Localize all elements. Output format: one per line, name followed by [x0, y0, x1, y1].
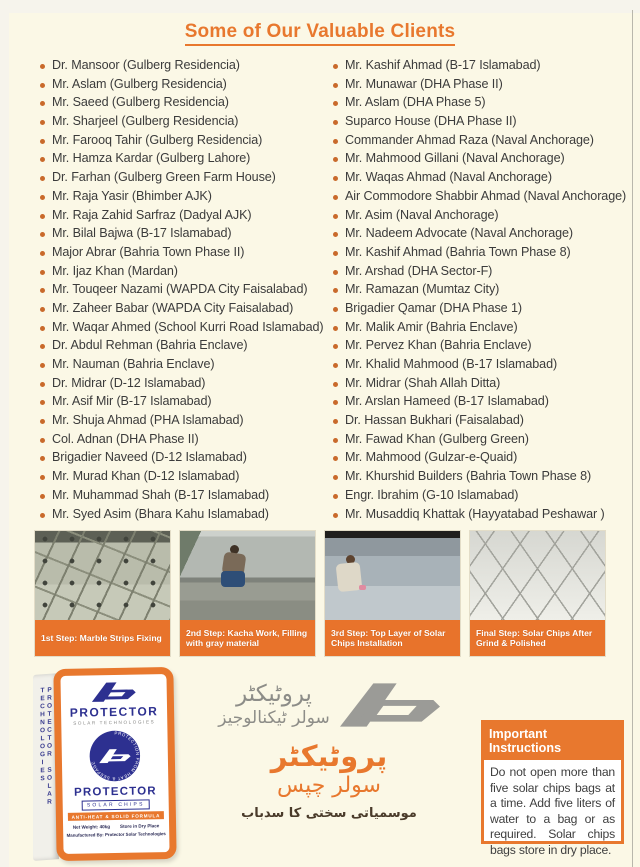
bag-brand-subtitle: SOLAR TECHNOLOGIES: [73, 719, 156, 726]
bag-manufacturer: Manufactured By: Protector Solar Technologies: [66, 831, 166, 839]
bullet-icon: [333, 101, 338, 106]
client-name: Suparco House (DHA Phase II): [345, 114, 517, 129]
bullet-icon: [333, 438, 338, 443]
client-name: Mr. Asif Mir (B-17 Islamabad): [52, 394, 212, 409]
bullet-icon: [333, 513, 338, 518]
client-name: Mr. Nauman (Bahria Enclave): [52, 357, 215, 371]
client-name: Mr. Ijaz Khan (Mardan): [52, 263, 178, 278]
client-name: Mr. Malik Amir (Bahria Enclave): [345, 319, 518, 334]
bag-product-type: SOLAR CHIPS: [82, 800, 150, 811]
step-3-caption: 3rd Step: Top Layer of Solar Chips Installation: [325, 620, 460, 656]
client-name: Major Abrar (Bahria Town Phase II): [52, 244, 245, 259]
client-name: Mr. Aslam (DHA Phase 5): [345, 95, 486, 110]
client-item: [333, 301, 630, 320]
client-name: Mr. Saeed (Gulberg Residencia): [52, 95, 229, 110]
client-item: [333, 320, 630, 339]
client-item: [333, 58, 630, 77]
bullet-icon: [333, 419, 338, 424]
urdu-brand-line2: سولر ٹیکنالوجیز: [218, 708, 330, 729]
client-name: Mr. Waqar Ahmed (School Kurri Road Islamabad): [52, 319, 324, 334]
urdu-brand-line1: پروٹیکٹر: [236, 681, 312, 708]
bullet-icon: [40, 419, 45, 424]
step-3-photo: [325, 531, 460, 620]
client-item: [40, 170, 333, 189]
bottom-band: [0, 666, 640, 866]
client-item: [40, 320, 333, 339]
worker-figure: [333, 555, 369, 605]
protector-logo-icon: [92, 680, 136, 705]
client-item: [40, 151, 333, 170]
bullet-icon: [333, 456, 338, 461]
bullet-icon: [333, 83, 338, 88]
client-name: Air Commodore Shabbir Ahmad (Naval Anchorage): [345, 188, 627, 203]
bag-formula-strip: ANTI-HEAT & SOLID FORMULA: [68, 811, 165, 821]
client-name: Mr. Arslan Hameed (B-17 Islamabad): [345, 394, 549, 409]
bullet-icon: [333, 64, 338, 69]
bullet-icon: [40, 120, 45, 125]
client-item: [40, 208, 333, 227]
client-item: [40, 114, 333, 133]
client-name: Mr. Farooq Tahir (Gulberg Residencia): [52, 132, 263, 147]
client-name: Dr. Hassan Bukhari (Faisalabad): [345, 413, 524, 428]
client-name: Mr. Asim (Naval Anchorage): [345, 207, 499, 222]
bullet-icon: [333, 288, 338, 293]
client-item: [40, 133, 333, 152]
client-item: [333, 357, 630, 376]
client-item: [40, 357, 333, 376]
client-item: [40, 245, 333, 264]
page-edge-top: [0, 0, 640, 13]
bag-net-weight: Net Weight: 40kg: [72, 824, 111, 830]
bullet-icon: [40, 101, 45, 106]
client-name: Mr. Mahmood (Gulzar-e-Quaid): [345, 450, 518, 465]
bullet-icon: [40, 270, 45, 275]
client-name: Mr. Mahmood Gillani (Naval Anchorage): [345, 151, 565, 166]
client-name: Mr. Musaddiq Khattak (Hayyatabad Peshawar ): [345, 506, 605, 521]
bullet-icon: [333, 344, 338, 349]
bullet-icon: [333, 251, 338, 256]
brand-block: [181, 666, 477, 866]
client-name: Mr. Waqas Ahmad (Naval Anchorage): [345, 170, 552, 185]
bullet-icon: [333, 307, 338, 312]
client-item: [333, 151, 630, 170]
bullet-icon: [333, 157, 338, 162]
client-item: [40, 58, 333, 77]
important-instructions-box: [481, 720, 624, 857]
client-item: [333, 208, 630, 227]
bullet-icon: [333, 363, 338, 368]
client-name: Mr. Muhammad Shah (B-17 Islamabad): [52, 487, 270, 502]
client-item: [333, 376, 630, 395]
bullet-icon: [40, 232, 45, 237]
bullet-icon: [333, 214, 338, 219]
step-2-photo: [180, 531, 315, 620]
client-name: Mr. Nadeem Advocate (Naval Anchorage): [345, 226, 574, 241]
bullet-icon: [333, 475, 338, 480]
client-item: [40, 77, 333, 96]
client-item: [40, 432, 333, 451]
bullet-icon: [333, 139, 338, 144]
bullet-icon: [40, 438, 45, 443]
step-1-photo: [35, 531, 170, 620]
client-item: [333, 282, 630, 301]
client-item: [333, 77, 630, 96]
client-item: [40, 507, 333, 526]
page-title: Some of Our Valuable Clients: [185, 21, 456, 46]
page-edge-left: [0, 0, 9, 867]
step-1: [34, 530, 171, 657]
bullet-icon: [40, 326, 45, 331]
client-name: Mr. Syed Asim (Bhara Kahu Islamabad): [52, 506, 269, 521]
client-name: Mr. Khurshid Builders (Bahria Town Phase 8): [345, 469, 592, 484]
client-name: Mr. Arshad (DHA Sector-F): [345, 263, 493, 278]
client-name: Dr. Farhan (Gulberg Green Farm House): [52, 170, 276, 185]
bullet-icon: [40, 494, 45, 499]
client-name: Dr. Abdul Rehman (Bahria Enclave): [52, 338, 248, 353]
client-item: [40, 488, 333, 507]
client-item: [40, 469, 333, 488]
client-item: [333, 226, 630, 245]
client-item: [40, 376, 333, 395]
bullet-icon: [40, 382, 45, 387]
step-3: [324, 530, 461, 657]
bullet-icon: [40, 475, 45, 480]
client-item: [333, 469, 630, 488]
client-item: [40, 338, 333, 357]
brand-row: [218, 678, 440, 732]
client-name: Mr. Sharjeel (Gulberg Residencia): [52, 114, 239, 129]
product-bag: [33, 666, 181, 866]
client-name: Mr. Khalid Mahmood (B-17 Islamabad): [345, 357, 558, 371]
client-item: [333, 394, 630, 413]
client-item: [40, 450, 333, 469]
client-name: Brigadier Qamar (DHA Phase 1): [345, 300, 522, 315]
client-name: Mr. Raja Yasir (Bhimber AJK): [52, 188, 212, 203]
bag-product-name: PROTECTOR: [73, 785, 157, 799]
bullet-icon: [333, 270, 338, 275]
bullet-icon: [40, 176, 45, 181]
protector-logo-gray-icon: [340, 678, 440, 732]
bullet-icon: [40, 400, 45, 405]
client-item: [40, 95, 333, 114]
bag-brand-name: PROTECTOR: [69, 704, 159, 720]
client-item: [40, 301, 333, 320]
client-item: [333, 245, 630, 264]
instructions-body: Do not open more than five solar chips bags at a time. Add five liters of water to a bag or as required. Solar chips bags store in dry place.: [490, 765, 615, 857]
bullet-icon: [333, 195, 338, 200]
bullet-icon: [40, 64, 45, 69]
bullet-icon: [333, 400, 338, 405]
client-item: [40, 282, 333, 301]
client-name: Mr. Fawad Khan (Gulberg Green): [345, 431, 529, 446]
bullet-icon: [40, 456, 45, 461]
client-name: Mr. Aslam (Gulberg Residencia): [52, 76, 227, 91]
bullet-icon: [40, 251, 45, 256]
client-item: [333, 95, 630, 114]
step-2-caption: 2nd Step: Kacha Work, Filling with gray material: [180, 620, 315, 656]
bullet-icon: [333, 120, 338, 125]
client-name: Commander Ahmad Raza (Naval Anchorage): [345, 132, 594, 147]
bullet-icon: [40, 344, 45, 349]
step-4: [469, 530, 606, 657]
client-name: Mr. Munawar (DHA Phase II): [345, 76, 503, 91]
client-item: [333, 114, 630, 133]
client-item: [333, 170, 630, 189]
step-4-photo: [470, 531, 605, 620]
client-name: Mr. Midrar (Shah Allah Ditta): [345, 375, 501, 390]
bullet-icon: [40, 214, 45, 219]
client-name: Mr. Bilal Bajwa (B-17 Islamabad): [52, 226, 232, 241]
bag-front: [53, 667, 176, 861]
step-2: [179, 530, 316, 657]
instructions-title: Important Instructions: [484, 723, 621, 760]
step-4-caption: Final Step: Solar Chips After Grind & Polished: [470, 620, 605, 656]
client-item: [333, 264, 630, 283]
bullet-icon: [40, 195, 45, 200]
bullet-icon: [333, 232, 338, 237]
client-name: Mr. Raja Zahid Sarfraz (Dadyal AJK): [52, 207, 252, 222]
client-item: [333, 133, 630, 152]
client-name: Mr. Zaheer Babar (WAPDA City Faisalabad): [52, 300, 294, 315]
bullet-icon: [333, 382, 338, 387]
client-item: [333, 413, 630, 432]
bag-storage-note: Store in Dry Place: [119, 823, 160, 830]
urdu-tagline: موسمیاتی سختی کا سدباب: [241, 806, 417, 822]
bullet-icon: [40, 363, 45, 368]
client-list-left: [40, 58, 333, 525]
client-name: Mr. Ramazan (Mumtaz City): [345, 282, 500, 297]
bullet-icon: [333, 176, 338, 181]
urdu-product-line2: سولر چپس: [277, 773, 381, 799]
bag-info-row: [73, 823, 160, 830]
client-item: [40, 413, 333, 432]
client-name: Mr. Shuja Ahmad (PHA Islamabad): [52, 413, 244, 428]
client-list-right: [333, 58, 630, 525]
protection-seal-icon: [86, 728, 143, 785]
bullet-icon: [40, 307, 45, 312]
bullet-icon: [40, 157, 45, 162]
client-item: [40, 264, 333, 283]
urdu-product-text: [271, 740, 387, 800]
client-name: Brigadier Naveed (D-12 Islamabad): [52, 450, 247, 465]
seal-text: PROTECTION FROM HEAT & SEEPAGE: [90, 730, 141, 782]
step-1-caption: 1st Step: Marble Strips Fixing: [35, 620, 170, 656]
client-name: Engr. Ibrahim (G-10 Islamabad): [345, 487, 519, 502]
client-item: [40, 226, 333, 245]
bullet-icon: [333, 494, 338, 499]
client-item: [40, 189, 333, 208]
bullet-icon: [40, 513, 45, 518]
client-item: [40, 394, 333, 413]
client-item: [333, 338, 630, 357]
client-item: [333, 432, 630, 451]
client-name: Col. Adnan (DHA Phase II): [52, 431, 199, 446]
client-item: [333, 507, 630, 526]
bullet-icon: [40, 288, 45, 293]
client-name: Mr. Hamza Kardar (Gulberg Lahore): [52, 151, 251, 166]
client-name: Dr. Midrar (D-12 Islamabad): [52, 375, 206, 390]
client-item: [333, 189, 630, 208]
bullet-icon: [40, 83, 45, 88]
page-edge-right-line: [632, 10, 633, 867]
installation-steps-strip: [34, 530, 606, 657]
worker-figure: [218, 545, 252, 593]
client-columns: [0, 46, 640, 525]
bullet-icon: [40, 139, 45, 144]
client-item: [333, 488, 630, 507]
client-name: Mr. Kashif Ahmad (B-17 Islamabad): [345, 58, 541, 72]
bag-side-text: PROTECTOR SOLAR TECHNOLOGIES: [39, 686, 53, 808]
client-name: Mr. Murad Khan (D-12 Islamabad): [52, 469, 240, 484]
client-item: [333, 450, 630, 469]
urdu-brand-text: [218, 681, 330, 729]
bullet-icon: [333, 326, 338, 331]
urdu-product-line1: پروٹیکٹر: [270, 739, 388, 774]
client-name: Mr. Touqeer Nazami (WAPDA City Faisalabad): [52, 282, 308, 297]
client-name: Mr. Pervez Khan (Bahria Enclave): [345, 338, 532, 353]
client-name: Mr. Kashif Ahmad (Bahria Town Phase 8): [345, 244, 571, 259]
client-name: Dr. Mansoor (Gulberg Residencia): [52, 58, 240, 72]
